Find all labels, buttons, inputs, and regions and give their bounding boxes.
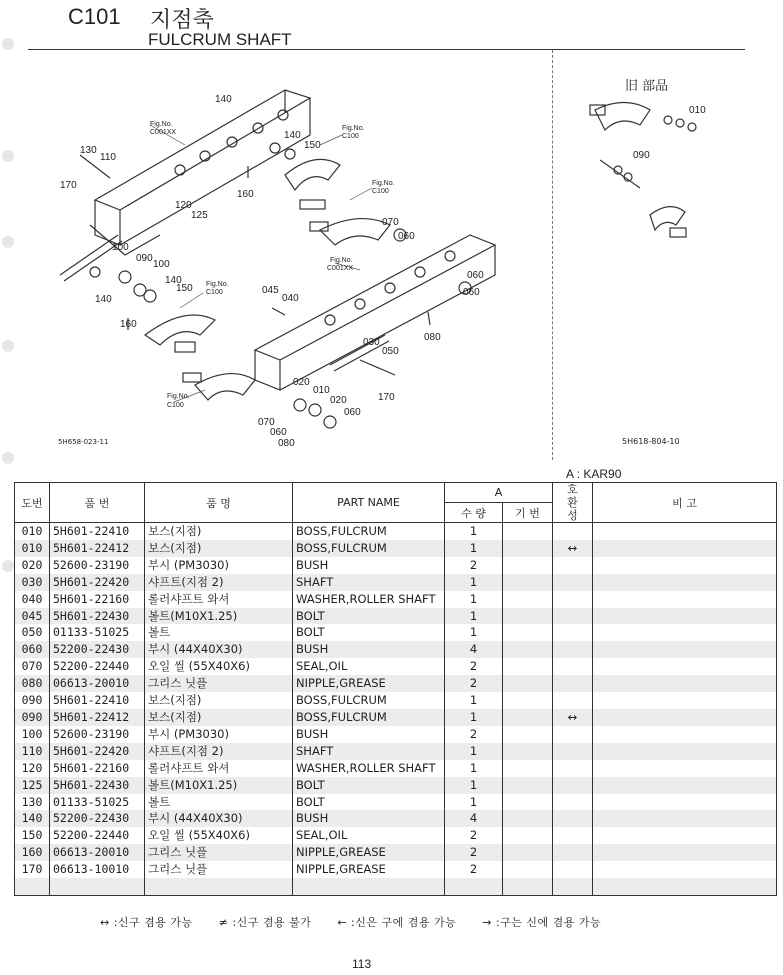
cell-base xyxy=(503,794,553,811)
cell-ref-no: 010 xyxy=(15,523,50,540)
svg-text:020: 020 xyxy=(330,395,347,406)
cell-base xyxy=(503,675,553,692)
cell-base xyxy=(503,743,553,760)
cell-part-name-ko: 볼트(M10X1.25) xyxy=(145,608,293,625)
cell-part-name: SHAFT xyxy=(293,743,445,760)
cell-compat xyxy=(553,557,593,574)
svg-text:130: 130 xyxy=(80,145,97,156)
cell-qty: 2 xyxy=(445,726,503,743)
cell-ref-no: 070 xyxy=(15,658,50,675)
section-code: C101 xyxy=(68,4,121,29)
cell-part-no: 5H601-22410 xyxy=(50,523,145,540)
cell-part-name: BUSH xyxy=(293,726,445,743)
cell-compat xyxy=(553,794,593,811)
cell-part-no: 52200-22440 xyxy=(50,658,145,675)
svg-text:060: 060 xyxy=(467,270,484,281)
cell-part-name-ko: 보스(지점) xyxy=(145,540,293,557)
cell-compat xyxy=(553,760,593,777)
cell-base xyxy=(503,726,553,743)
cell-ref-no: 080 xyxy=(15,675,50,692)
header-base: 기 번 xyxy=(503,503,553,523)
cell-compat xyxy=(553,827,593,844)
cell-part-name-ko: 보스(지점) xyxy=(145,692,293,709)
cell-part-name: NIPPLE,GREASE xyxy=(293,861,445,878)
table-row xyxy=(15,726,777,743)
svg-text:160: 160 xyxy=(237,189,254,200)
legend-old-to-new: → :구는 신에 겸용 가능 xyxy=(482,916,602,929)
svg-text:Fig.No.: Fig.No. xyxy=(167,393,190,400)
table-row xyxy=(15,658,777,675)
cell-ref-no: 140 xyxy=(15,810,50,827)
cell-remarks xyxy=(593,692,777,709)
cell-part-name-ko: 샤프트(지점 2) xyxy=(145,574,293,591)
table-row xyxy=(15,760,777,777)
table-row xyxy=(15,743,777,760)
cell-part-name: BOLT xyxy=(293,777,445,794)
svg-text:150: 150 xyxy=(176,283,193,294)
cell-part-name-ko xyxy=(145,878,293,895)
cell-ref-no: 150 xyxy=(15,827,50,844)
header-compat: 호 환 성 xyxy=(553,483,593,523)
cell-part-name-ko: 부시 (PM3030) xyxy=(145,557,293,574)
page-title-korean: 지점축 xyxy=(150,8,214,33)
cell-part-name: WASHER,ROLLER SHAFT xyxy=(293,760,445,777)
cell-remarks xyxy=(593,557,777,574)
table-row xyxy=(15,591,777,608)
table-row xyxy=(15,810,777,827)
svg-text:030: 030 xyxy=(363,337,380,348)
table-row xyxy=(15,777,777,794)
svg-text:080: 080 xyxy=(424,332,441,343)
cell-part-name-ko: 부시 (44X40X30) xyxy=(145,641,293,658)
svg-text:020: 020 xyxy=(293,377,310,388)
legend-not-interchangeable: ≠ :신구 겸용 불가 xyxy=(218,916,312,929)
cell-part-no: 5H601-22412 xyxy=(50,709,145,726)
exploded-parts-diagram xyxy=(0,50,783,460)
table-row xyxy=(15,709,777,726)
compatibility-legend xyxy=(100,914,623,930)
svg-text:080: 080 xyxy=(278,438,295,449)
cell-qty: 4 xyxy=(445,641,503,658)
parts-table xyxy=(14,482,777,896)
svg-text:060: 060 xyxy=(344,407,361,418)
cell-part-name: BUSH xyxy=(293,641,445,658)
cell-qty: 1 xyxy=(445,574,503,591)
cell-base xyxy=(503,641,553,658)
cell-part-no: 52200-22430 xyxy=(50,810,145,827)
cell-part-name-ko: 오일 씰 (55X40X6) xyxy=(145,827,293,844)
cell-qty: 1 xyxy=(445,591,503,608)
cell-qty: 2 xyxy=(445,557,503,574)
cell-part-name-ko: 보스(지점) xyxy=(145,709,293,726)
svg-text:140: 140 xyxy=(165,275,182,286)
header-group-a: A xyxy=(445,483,553,503)
cell-part-no: 52600-23190 xyxy=(50,726,145,743)
svg-text:Fig.No.: Fig.No. xyxy=(342,125,365,132)
svg-text:C001XX: C001XX xyxy=(327,265,354,272)
cell-qty: 1 xyxy=(445,743,503,760)
header-qty: 수 량 xyxy=(445,503,503,523)
cell-compat xyxy=(553,743,593,760)
cell-part-no: 52200-22430 xyxy=(50,641,145,658)
svg-text:160: 160 xyxy=(120,319,137,330)
cell-part-no: 5H601-22430 xyxy=(50,608,145,625)
svg-text:070: 070 xyxy=(258,417,275,428)
cell-part-no: 5H601-22410 xyxy=(50,692,145,709)
cell-compat xyxy=(553,844,593,861)
cell-part-name: BOSS,FULCRUM xyxy=(293,523,445,540)
cell-part-name-ko: 보스(지점) xyxy=(145,523,293,540)
cell-part-no: 01133-51025 xyxy=(50,624,145,641)
legend-new-to-old: ← :신은 구에 겸용 가능 xyxy=(337,916,457,929)
cell-part-name: SEAL,OIL xyxy=(293,827,445,844)
cell-qty: 1 xyxy=(445,760,503,777)
cell-ref-no: 020 xyxy=(15,557,50,574)
binder-hole xyxy=(2,38,14,50)
cell-part-name-ko: 볼트(M10X1.25) xyxy=(145,777,293,794)
cell-remarks xyxy=(593,777,777,794)
cell-part-no: 5H601-22160 xyxy=(50,591,145,608)
svg-text:060: 060 xyxy=(463,287,480,298)
svg-text:C100: C100 xyxy=(372,188,389,195)
cell-qty: 1 xyxy=(445,624,503,641)
svg-text:Fig.No.: Fig.No. xyxy=(206,281,229,288)
table-row xyxy=(15,827,777,844)
old-parts-label: 旧 部品 xyxy=(625,79,669,94)
diagram-code-left: 5H658-023-11 xyxy=(58,438,109,446)
svg-text:C001XX: C001XX xyxy=(150,129,177,136)
cell-part-name-ko: 오일 씰 (55X40X6) xyxy=(145,658,293,675)
cell-compat xyxy=(553,777,593,794)
cell-part-no: 06613-20010 xyxy=(50,844,145,861)
cell-part-name-ko: 부시 (PM3030) xyxy=(145,726,293,743)
table-row xyxy=(15,624,777,641)
svg-text:040: 040 xyxy=(282,293,299,304)
header-part-name-ko: 품 명 xyxy=(145,483,293,523)
cell-compat xyxy=(553,608,593,625)
cell-base xyxy=(503,692,553,709)
cell-base xyxy=(503,574,553,591)
cell-remarks xyxy=(593,844,777,861)
cell-remarks xyxy=(593,827,777,844)
table-row xyxy=(15,540,777,557)
diagram-code-right: 5H618-804-10 xyxy=(622,437,680,446)
header-remarks: 비 고 xyxy=(593,483,777,523)
cell-qty: 2 xyxy=(445,861,503,878)
cell-qty: 4 xyxy=(445,810,503,827)
svg-text:060: 060 xyxy=(270,427,287,438)
cell-qty: 2 xyxy=(445,675,503,692)
cell-base xyxy=(503,591,553,608)
svg-text:090: 090 xyxy=(633,150,650,161)
cell-part-name-ko: 그리스 닛플 xyxy=(145,675,293,692)
svg-text:140: 140 xyxy=(284,130,301,141)
cell-remarks xyxy=(593,523,777,540)
cell-part-name: BOLT xyxy=(293,624,445,641)
cell-ref-no: 120 xyxy=(15,760,50,777)
cell-compat xyxy=(553,878,593,895)
cell-base xyxy=(503,878,553,895)
cell-remarks xyxy=(593,726,777,743)
cell-part-name: SEAL,OIL xyxy=(293,658,445,675)
cell-part-name: BOSS,FULCRUM xyxy=(293,709,445,726)
cell-qty: 1 xyxy=(445,777,503,794)
svg-text:140: 140 xyxy=(95,294,112,305)
cell-part-name-ko: 그리스 닛플 xyxy=(145,844,293,861)
cell-remarks xyxy=(593,540,777,557)
cell-compat xyxy=(553,574,593,591)
cell-part-name: NIPPLE,GREASE xyxy=(293,675,445,692)
cell-remarks xyxy=(593,878,777,895)
cell-part-no: 52600-23190 xyxy=(50,557,145,574)
cell-ref-no: 100 xyxy=(15,726,50,743)
cell-remarks xyxy=(593,658,777,675)
cell-compat xyxy=(553,523,593,540)
cell-compat xyxy=(553,861,593,878)
cell-remarks xyxy=(593,675,777,692)
table-row xyxy=(15,641,777,658)
cell-ref-no: 170 xyxy=(15,861,50,878)
cell-qty: 1 xyxy=(445,794,503,811)
cell-compat xyxy=(553,692,593,709)
table-row xyxy=(15,794,777,811)
binder-hole xyxy=(2,560,14,572)
cell-part-name: NIPPLE,GREASE xyxy=(293,844,445,861)
table-row xyxy=(15,608,777,625)
cell-ref-no: 040 xyxy=(15,591,50,608)
cell-remarks xyxy=(593,743,777,760)
cell-qty: 2 xyxy=(445,658,503,675)
cell-ref-no: 125 xyxy=(15,777,50,794)
cell-base xyxy=(503,810,553,827)
cell-ref-no: 160 xyxy=(15,844,50,861)
cell-base xyxy=(503,844,553,861)
table-row xyxy=(15,844,777,861)
cell-part-name: BOLT xyxy=(293,794,445,811)
cell-part-name-ko: 볼트 xyxy=(145,624,293,641)
cell-part-name-ko: 볼트 xyxy=(145,794,293,811)
cell-part-name-ko: 롤러샤프트 와셔 xyxy=(145,591,293,608)
cell-ref-no: 010 xyxy=(15,540,50,557)
svg-text:045: 045 xyxy=(262,285,279,296)
cell-remarks xyxy=(593,810,777,827)
cell-qty: 1 xyxy=(445,692,503,709)
svg-text:Fig.No.: Fig.No. xyxy=(150,121,173,128)
cell-part-name xyxy=(293,878,445,895)
svg-text:Fig.No.: Fig.No. xyxy=(330,257,353,264)
header-part-name: PART NAME xyxy=(293,483,445,523)
svg-text:125: 125 xyxy=(191,210,208,221)
cell-base xyxy=(503,658,553,675)
cell-ref-no: 090 xyxy=(15,709,50,726)
cell-ref-no: 045 xyxy=(15,608,50,625)
svg-text:050: 050 xyxy=(382,346,399,357)
svg-text:110: 110 xyxy=(100,152,116,163)
svg-text:C100: C100 xyxy=(206,289,223,296)
svg-text:010: 010 xyxy=(313,385,330,396)
table-row xyxy=(15,523,777,540)
cell-remarks xyxy=(593,794,777,811)
cell-part-name: BUSH xyxy=(293,557,445,574)
cell-ref-no: 060 xyxy=(15,641,50,658)
cell-part-no: 5H601-22412 xyxy=(50,540,145,557)
table-row xyxy=(15,878,777,895)
cell-remarks xyxy=(593,624,777,641)
svg-text:Fig.No.: Fig.No. xyxy=(372,180,395,187)
cell-base xyxy=(503,624,553,641)
cell-remarks xyxy=(593,641,777,658)
cell-part-name: BOSS,FULCRUM xyxy=(293,540,445,557)
svg-text:070: 070 xyxy=(382,217,399,228)
cell-base xyxy=(503,760,553,777)
cell-qty: 1 xyxy=(445,540,503,557)
cell-qty: 2 xyxy=(445,844,503,861)
cell-base xyxy=(503,608,553,625)
cell-ref-no: 050 xyxy=(15,624,50,641)
cell-remarks xyxy=(593,608,777,625)
cell-qty: 1 xyxy=(445,709,503,726)
svg-text:C100: C100 xyxy=(167,402,184,409)
cell-part-no xyxy=(50,878,145,895)
cell-compat xyxy=(553,675,593,692)
cell-compat xyxy=(553,726,593,743)
cell-base xyxy=(503,861,553,878)
cell-qty: 2 xyxy=(445,827,503,844)
table-row xyxy=(15,574,777,591)
svg-text:010: 010 xyxy=(689,105,706,116)
model-line: A : KAR90 xyxy=(566,467,622,481)
table-row xyxy=(15,675,777,692)
cell-remarks xyxy=(593,861,777,878)
cell-compat xyxy=(553,641,593,658)
cell-base xyxy=(503,709,553,726)
svg-text:090: 090 xyxy=(136,253,153,264)
cell-part-name: BOLT xyxy=(293,608,445,625)
table-row xyxy=(15,692,777,709)
cell-remarks xyxy=(593,760,777,777)
cell-compat xyxy=(553,591,593,608)
cell-remarks xyxy=(593,709,777,726)
cell-part-name-ko: 부시 (44X40X30) xyxy=(145,810,293,827)
svg-text:170: 170 xyxy=(60,180,77,191)
cell-part-no: 5H601-22430 xyxy=(50,777,145,794)
cell-base xyxy=(503,540,553,557)
cell-ref-no: 110 xyxy=(15,743,50,760)
cell-part-no: 01133-51025 xyxy=(50,794,145,811)
cell-base xyxy=(503,523,553,540)
svg-text:120: 120 xyxy=(175,200,192,211)
cell-compat: ↔ xyxy=(553,540,593,557)
cell-part-name: WASHER,ROLLER SHAFT xyxy=(293,591,445,608)
svg-text:060: 060 xyxy=(398,231,415,242)
cell-ref-no: 030 xyxy=(15,574,50,591)
cell-part-no: 5H601-22420 xyxy=(50,574,145,591)
svg-text:100: 100 xyxy=(112,242,129,253)
cell-qty: 1 xyxy=(445,523,503,540)
cell-part-no: 5H601-22160 xyxy=(50,760,145,777)
svg-text:140: 140 xyxy=(215,94,232,105)
cell-part-no: 52200-22440 xyxy=(50,827,145,844)
cell-qty xyxy=(445,878,503,895)
cell-compat xyxy=(553,624,593,641)
cell-ref-no xyxy=(15,878,50,895)
cell-ref-no: 130 xyxy=(15,794,50,811)
header-part-no: 품 번 xyxy=(50,483,145,523)
svg-text:C100: C100 xyxy=(342,133,359,140)
cell-part-name-ko: 샤프트(지점 2) xyxy=(145,743,293,760)
legend-interchangeable: ↔ :신구 겸용 가능 xyxy=(100,916,193,929)
svg-text:170: 170 xyxy=(378,392,395,403)
table-row xyxy=(15,861,777,878)
svg-text:150: 150 xyxy=(304,140,321,151)
cell-part-no: 06613-20010 xyxy=(50,675,145,692)
cell-remarks xyxy=(593,574,777,591)
cell-base xyxy=(503,827,553,844)
cell-ref-no: 090 xyxy=(15,692,50,709)
cell-part-name: BOSS,FULCRUM xyxy=(293,692,445,709)
page-title-english: FULCRUM SHAFT xyxy=(148,30,292,49)
cell-remarks xyxy=(593,591,777,608)
table-row xyxy=(15,557,777,574)
cell-part-no: 5H601-22420 xyxy=(50,743,145,760)
cell-part-name: BUSH xyxy=(293,810,445,827)
cell-compat xyxy=(553,658,593,675)
cell-compat xyxy=(553,810,593,827)
page-number: 113 xyxy=(352,957,372,971)
svg-text:100: 100 xyxy=(153,259,170,270)
cell-base xyxy=(503,777,553,794)
cell-qty: 1 xyxy=(445,608,503,625)
cell-part-name-ko: 롤러샤프트 와셔 xyxy=(145,760,293,777)
cell-part-name: SHAFT xyxy=(293,574,445,591)
header-ref-no: 도번 xyxy=(15,483,50,523)
cell-base xyxy=(503,557,553,574)
cell-part-name-ko: 그리스 닛플 xyxy=(145,861,293,878)
cell-part-no: 06613-10010 xyxy=(50,861,145,878)
cell-compat: ↔ xyxy=(553,709,593,726)
